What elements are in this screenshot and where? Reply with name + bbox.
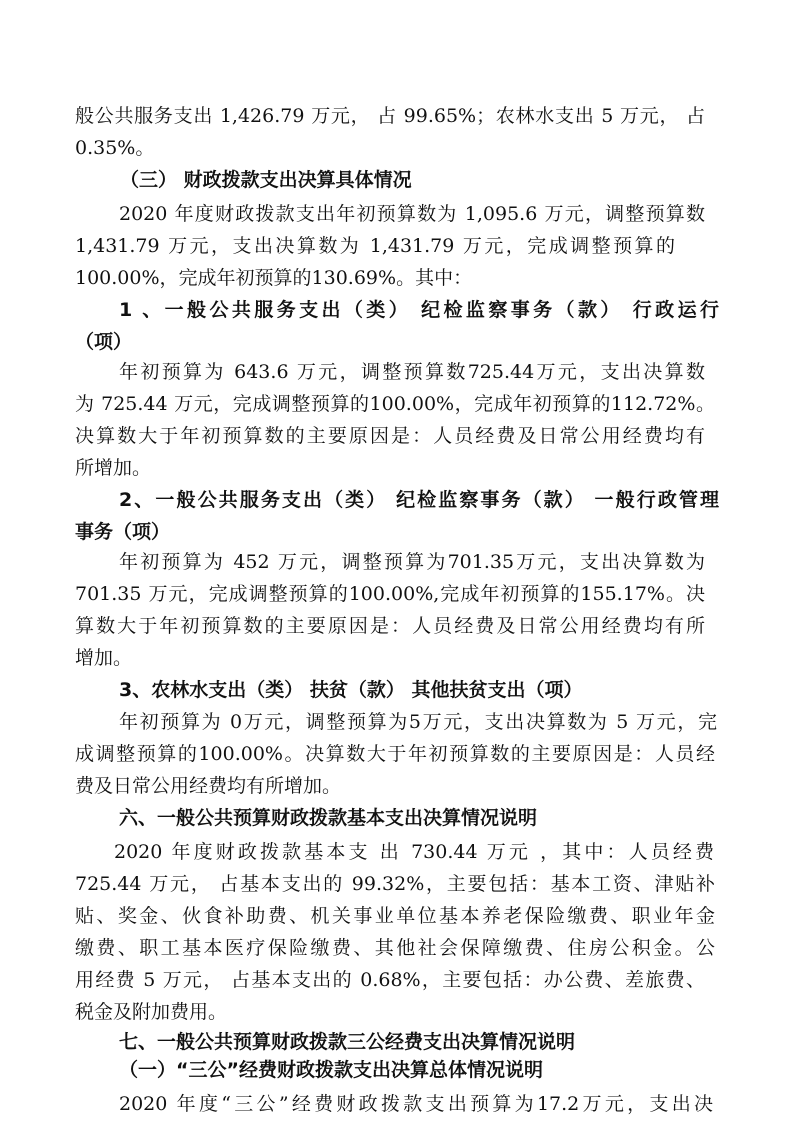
body-line: 决算数大于年初预算数的主要原因是：人员经费及日常公用经费均有 xyxy=(75,425,705,447)
body-line: 费及日常公用经费均有所增加。 xyxy=(75,775,342,797)
body-line: 2020 年度财政拨款支出年初预算数为 1,095.6 万元，调整预算数 xyxy=(119,203,705,225)
section-heading: （三） 财政拨款支出决算具体情况 xyxy=(120,169,412,191)
body-line: 1,431.79 万元，支出决算数为 1,431.79 万元，完成调整预算的 xyxy=(75,235,675,257)
body-line: 725.44 万元， 占基本支出的 99.32%，主要包括：基本工资、津贴补 xyxy=(75,873,715,895)
section-heading: 六、一般公共预算财政拨款基本支出决算情况说明 xyxy=(119,807,538,829)
body-line: 算数大于年初预算数的主要原因是：人员经费及日常公用经费均有所 xyxy=(75,615,705,637)
body-line: 增加。 xyxy=(75,647,133,669)
body-line: 用经费 5 万元， 占基本支出的 0.68%，主要包括：办公费、差旅费、 xyxy=(75,969,705,991)
body-line: 缴费、职工基本医疗保险缴费、其他社会保障缴费、住房公积金。公 xyxy=(75,937,715,959)
body-line: 2020 年度财政拨款基本支 出 730.44 万元 ，其中：人员经费 xyxy=(114,841,714,863)
item-heading: 2、一般公共服务支出（类） 纪检监察事务（款） 一般行政管理 xyxy=(119,489,719,511)
subsection-heading: （一）“三公”经费财政拨款支出决算总体情况说明 xyxy=(119,1059,543,1081)
body-line: 0.35%。 xyxy=(75,137,155,159)
body-line: 般公共服务支出 1,426.79 万元， 占 99.65%；农林水支出 5 万元， 占 xyxy=(75,105,705,127)
item-heading: 事务（项） xyxy=(75,521,171,543)
section-heading: 七、一般公共预算财政拨款三公经费支出决算情况说明 xyxy=(119,1031,576,1053)
body-line: 税金及附加费用。 xyxy=(75,1001,228,1023)
item-heading: （项） xyxy=(75,331,133,353)
body-line: 2020 年度“三公”经费财政拨款支出预算为17.2万元，支出决 xyxy=(119,1093,713,1115)
body-line: 年初预算为 452 万元，调整预算为701.35万元，支出决算数为 xyxy=(119,551,705,573)
item-heading: 1 、一般公共服务支出（类） 纪检监察事务（款） 行政运行 xyxy=(119,299,719,321)
body-line: 701.35 万元，完成调整预算的100.00%,完成年初预算的155.17%。决 xyxy=(75,583,705,605)
item-heading: 3、农林水支出（类） 扶贫（款） 其他扶贫支出（项） xyxy=(119,679,583,701)
body-line: 100.00%，完成年初预算的130.69%。其中： xyxy=(75,267,473,289)
body-line: 年初预算为 0万元，调整预算为5万元，支出决算数为 5 万元，完 xyxy=(119,711,717,733)
body-line: 贴、奖金、伙食补助费、机关事业单位基本养老保险缴费、职业年金 xyxy=(75,905,715,927)
body-line: 年初预算为 643.6 万元，调整预算数725.44万元，支出决算数 xyxy=(119,361,705,383)
body-line: 为 725.44 万元，完成调整预算的100.00%，完成年初预算的112.72%。 xyxy=(75,393,715,415)
body-line: 所增加。 xyxy=(75,457,152,479)
body-line: 成调整预算的100.00%。决算数大于年初预算数的主要原因是：人员经 xyxy=(75,743,715,765)
